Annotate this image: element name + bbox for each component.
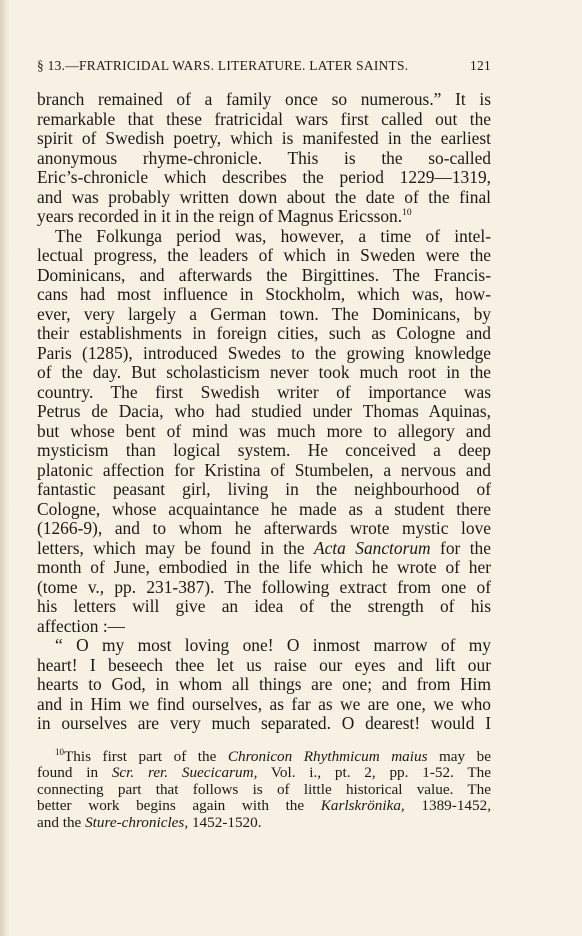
body-line: [37, 539, 491, 559]
body-line: [37, 285, 491, 305]
body-line: [37, 636, 491, 656]
footnote-line: [37, 798, 491, 815]
text-run: affection :—: [37, 615, 126, 636]
text-run: Petrus de Dacia, who had studied under Thomas Aquinas,: [37, 401, 491, 421]
body-line: [37, 500, 491, 520]
text-run: connecting part that follows is of little historical value. The: [37, 780, 491, 798]
footnote-line: [37, 782, 491, 799]
text-run: fantastic peasant girl, living in the neighbourhood of: [37, 479, 491, 499]
body-line: [37, 461, 491, 481]
text-run: Paris (1285), introduced Swedes to the growing knowledge: [37, 342, 491, 363]
text-run: Dominicans, and afterwards the Birgittines. The Francis-: [37, 264, 491, 285]
footnote-line: [37, 746, 491, 766]
body-line: [37, 383, 491, 403]
body-line: [37, 519, 491, 539]
body-line: [37, 714, 491, 734]
body-line: [37, 363, 491, 383]
text-run: years recorded in it in the reign of Magnus Ericsson.: [37, 206, 403, 226]
text-run: in ourselves are very much separated. O dearest! would I: [37, 713, 491, 733]
text-run: his letters will give an idea of the strength of his: [37, 596, 491, 616]
text-run: month of June, embodied in the life which he wrote of her: [37, 557, 491, 577]
body-line: [37, 656, 491, 676]
body-line: [37, 422, 491, 442]
text-run: of the day. But scholasticism never took much root in the: [37, 362, 491, 382]
text-run: mysticism than logical system. He conceived a deep: [37, 440, 491, 460]
text-run: The Folkunga period was, however, a time of intel-: [55, 225, 491, 246]
text-run: Eric’s-chronicle which describes the period 1229—1319,: [37, 167, 491, 187]
body-line: [37, 597, 491, 617]
text-run: platonic affection for Kristina of Stumbelen, a nervous and: [37, 459, 491, 480]
text-run: (tome v., pp. 231-387). The following extract from one of: [37, 576, 491, 597]
italic-title: Sture-chronicles,: [85, 813, 189, 831]
text-run: spirit of Swedish poetry, which is manifested in the earliest: [37, 128, 491, 148]
body-line: [37, 617, 491, 637]
page-number: 121: [470, 58, 491, 73]
body-line: [37, 227, 491, 247]
text-run: Cologne, whose acquaintance he made as a student there: [37, 498, 491, 519]
footnote-ref: 10: [55, 746, 64, 757]
text-run: Vol. i., pt. 2, pp. 1-52. The: [257, 764, 491, 782]
italic-title: Karlskrönika,: [320, 797, 405, 815]
body-line: [37, 578, 491, 598]
text-run: branch remained of a family once so numerous.” It is: [37, 89, 491, 109]
text-run: heart! I beseech thee let us raise our eyes and lift our: [37, 654, 491, 675]
text-run: and the: [37, 813, 86, 831]
text-run: 1452-1520.: [188, 813, 262, 831]
text-run: found in: [37, 764, 112, 782]
body-line: [37, 149, 491, 169]
body-line: [37, 402, 491, 422]
body-line: [37, 266, 491, 286]
text-run: “ O my most loving one! O inmost marrow of my: [55, 635, 491, 655]
footnote-line: [37, 815, 491, 832]
text-run: anonymous rhyme-chronicle. This is the so-called: [37, 147, 491, 168]
text-run: letters, which may be found in the: [37, 537, 314, 558]
body-line: [37, 90, 491, 110]
body-line: [37, 558, 491, 578]
text-run: hearts to God, in whom all things are one; and from Him: [37, 674, 491, 694]
body-line: [37, 246, 491, 266]
footnote-line: [37, 765, 491, 782]
text-run: remarkable that these fratricidal wars first called out the: [37, 108, 491, 129]
text-run: cans had most influence in Stockholm, which was, how-: [37, 284, 491, 304]
text-run: better work begins again with the: [37, 797, 321, 815]
text-run: 1389-1452,: [404, 797, 491, 815]
body-line: [37, 305, 491, 325]
text-run: ever, very largely a German town. The Dominicans, by: [37, 303, 491, 324]
footnote: [37, 746, 491, 832]
body-line: [37, 188, 491, 208]
text-run: This first part of the: [64, 747, 228, 765]
page-content: [37, 58, 491, 831]
body-line: [37, 344, 491, 364]
body-line: [37, 441, 491, 461]
footnote-ref: 10: [402, 208, 412, 219]
text-run: country. The first Swedish writer of importance was: [37, 381, 491, 402]
text-run: may be: [427, 747, 491, 765]
body-line: [37, 695, 491, 715]
body-line: [37, 168, 491, 188]
text-run: and was probably written down about the date of the final: [37, 186, 491, 207]
text-run: their establishments in foreign cities, such as Cologne and: [37, 323, 491, 343]
body-line: [37, 324, 491, 344]
text-run: but whose bent of mind was much more to allegory and: [37, 420, 491, 441]
text-run: and in Him we find ourselves, as far as we are one, we who: [37, 693, 491, 714]
running-head: [37, 58, 491, 74]
body-line: [37, 129, 491, 149]
running-head-title: § 13.—FRATRICIDAL WARS. LITERATURE. LATER SAINTS.: [37, 58, 409, 73]
body-text: [37, 90, 491, 734]
body-line: [37, 207, 491, 227]
text-run: (1266-9), and to whom he afterwards wrote mystic love: [37, 518, 491, 538]
body-line: [37, 480, 491, 500]
italic-title: Chronicon Rhythmicum maius: [227, 747, 428, 765]
italic-title: Acta Sanctorum: [313, 537, 431, 558]
body-line: [37, 675, 491, 695]
page-edge: [0, 0, 10, 936]
text-run: for the: [430, 537, 491, 558]
body-line: [37, 110, 491, 130]
italic-title: Scr. rer. Suecicarum,: [111, 764, 258, 782]
text-run: lectual progress, the leaders of which in Sweden were the: [37, 245, 491, 265]
